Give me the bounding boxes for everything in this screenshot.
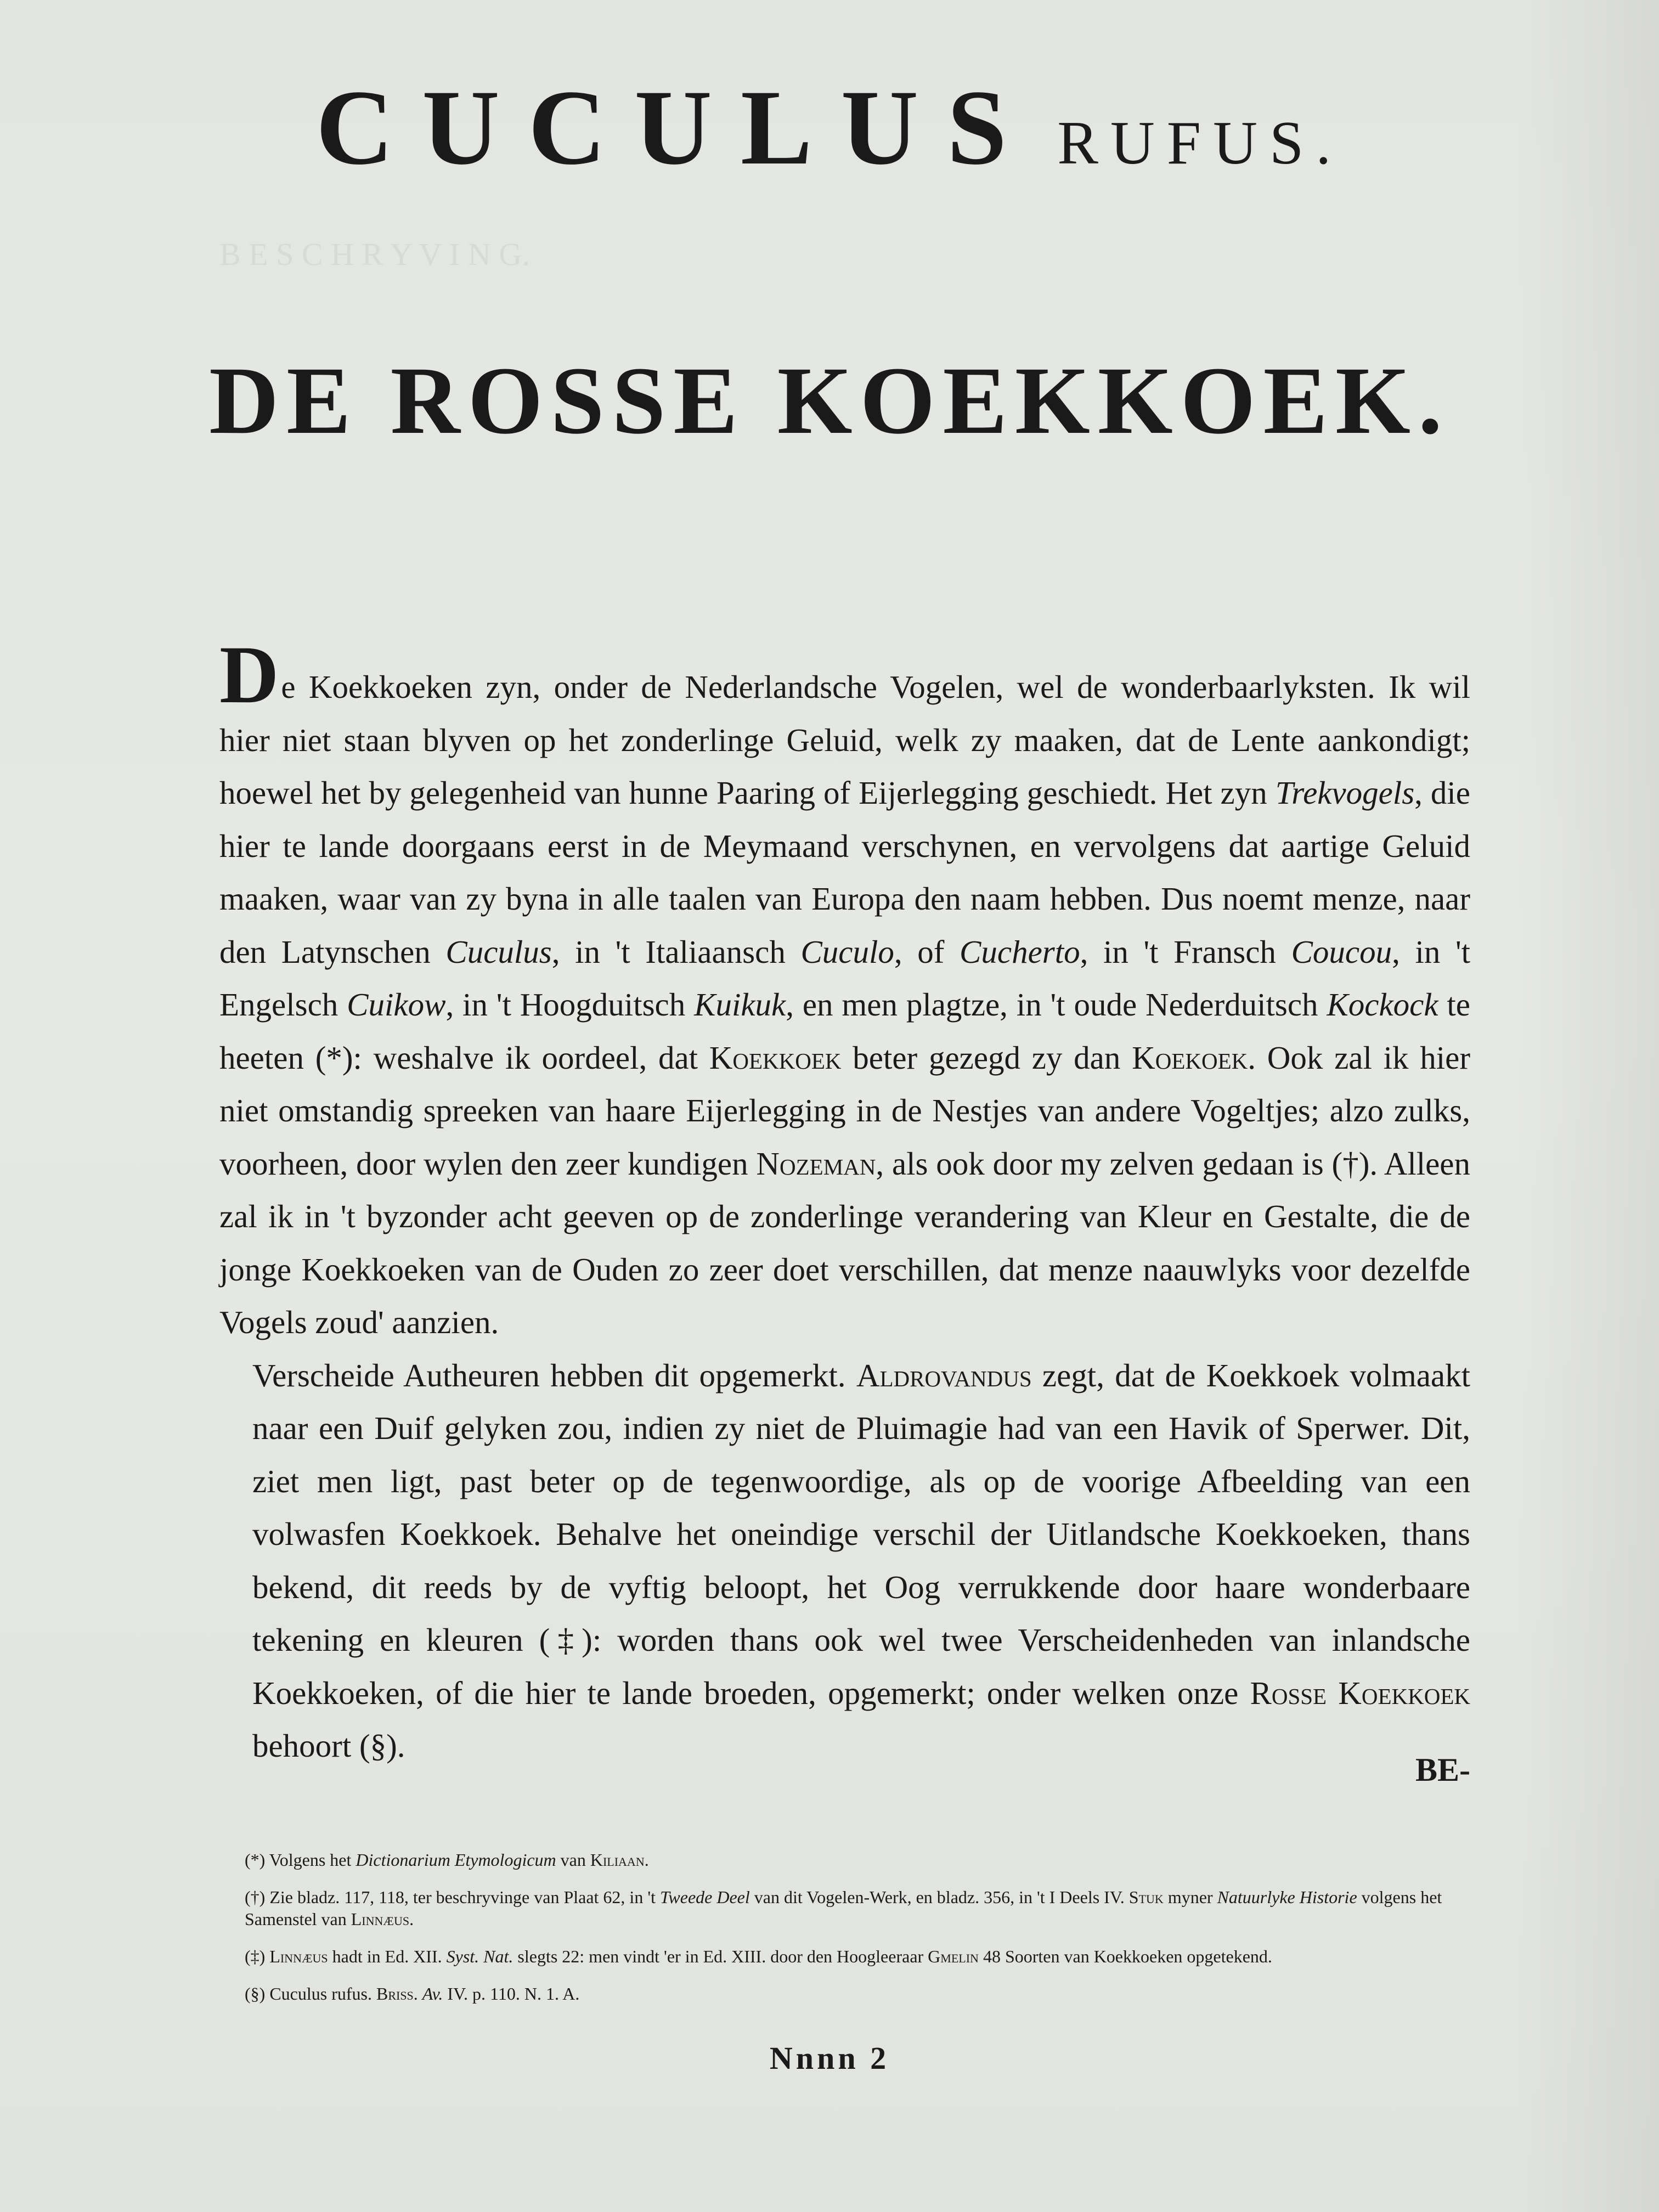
latin-title-genus: CUCULUS: [315, 68, 1036, 187]
show-through-text: B E S C H R Y V I N G.: [219, 236, 530, 272]
paragraph-2: Verscheide Autheuren hebben dit opgemerkt. Aldrovandus zegt, dat de Koekkoek volmaakt naar een Duif gelyken zou, indien zy niet de Pluimagie had van een Havik of Sperwer. Dit, ziet men ligt, past beter op de tegenwoordige, als op de voorige Afbeelding van een volwasfen Koekkoek. Behalve het oneindige verschil der Uitlandsche Koekkoeken, thans bekend, dit reeds by de vyftig beloopt, het Oog verrukkende door haare wonderbaare tekening en kleuren (‡): worden thans ook wel twee Verscheidenheden van inlandsche Koekkoeken, of die hier te lande broeden, opgemerkt; onder welken onze Rosse Koekkoek behoort (§).: [252, 1357, 1470, 1764]
paragraph-1: De Koekkoeken zyn, onder de Nederlandsche Vogelen, wel de wonderbaarlyksten. Ik wil hier niet staan blyven op het zonderlinge Geluid, welk zy maaken, dat de Lente aankondigt; hoewel het by gelegenheid van hunne Paaring of Eijerlegging geschiedt. Het zyn Trekvogels, die hier te lande doorgaans eerst in de Meymaand verschynen, en vervolgens dat aartige Geluid maaken, waar van zy byna in alle taalen van Europa den naam hebben. Dus noemt menze, naar den Latynschen Cuculus, in 't Italiaansch Cuculo, of Cucherto, in 't Fransch Coucou, in 't Engelsch Cuikow, in 't Hoogduitsch Kuikuk, en men plagtze, in 't oude Nederduitsch Kockock te heeten (*): weshalve ik oordeel, dat Koekkoek beter gezegd zy dan Koekoek. Ook zal ik hier niet omstandig spreeken van haare Eijerlegging in de Nestjes van andere Vogeltjes; alzo zulks, voorheen, door wylen den zeer kundigen Nozeman, als ook door my zelven gedaan is (†). Alleen zal ik in 't byzonder acht geeven op de zonderlinge verandering van Kleur en Gestalte, die de jonge Koekkoeken van de Ouden zo zeer doet verschillen, dat menze naauwlyks voor dezelfde Vogels zoud' aanzien.: [219, 629, 1471, 1340]
drop-cap: D: [219, 629, 279, 720]
latin-title-species: RUFUS.: [1057, 109, 1344, 177]
page-edge-shadow: [1514, 0, 1659, 2212]
latin-title: [0, 66, 1659, 189]
footnotes: [245, 1849, 1479, 2020]
footnote-1: (*) Volgens het Dictionarium Etymologicum van Kiliaan.: [245, 1850, 649, 1870]
dutch-title: DE ROSSE KOEKKOEK.: [209, 347, 1450, 454]
footnote-2: (†) Zie bladz. 117, 118, ter beschryvinge van Plaat 62, in 't Tweede Deel van dit Vogelen-Werk, en bladz. 356, in 't I Deels IV. Stuk myner Natuurlyke Historie volgens het Samenstel van Linnæus.: [245, 1887, 1442, 1929]
footnote-4: (§) Cuculus rufus. Briss. Av. IV. p. 110. N. 1. A.: [245, 1984, 580, 2004]
page-signature: Nnnn 2: [769, 2040, 890, 2076]
footnote-3: (‡) Linnæus hadt in Ed. XII. Syst. Nat. slegts 22: men vindt 'er in Ed. XIII. door den Hoogleeraar Gmelin 48 Soorten van Koekkoeken opgetekend.: [245, 1946, 1272, 1966]
main-text: [219, 629, 1471, 1773]
catchword: BE-: [1415, 1752, 1470, 1788]
